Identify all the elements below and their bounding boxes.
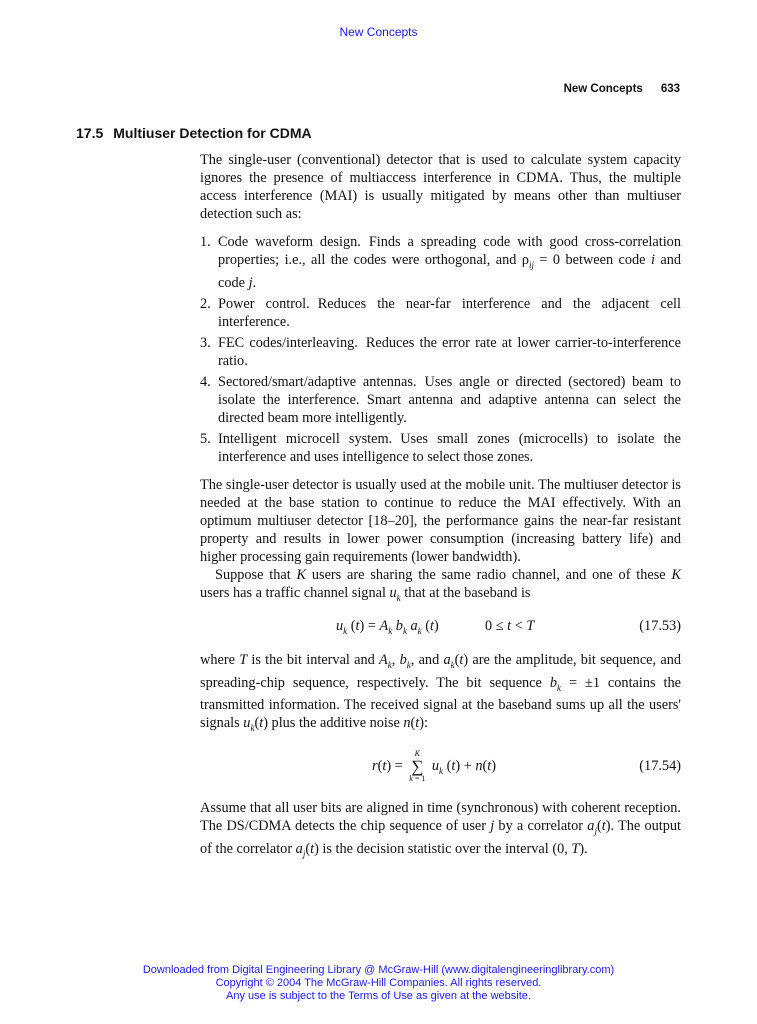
list-text: . [252, 274, 257, 291]
footer-copyright[interactable]: Copyright © 2004 The McGraw-Hill Companies. All rights reserved. [215, 977, 542, 989]
paragraph: where T is the bit interval and $A_k$, $b_k$, and $a_k(t)$ are the amplitude, bit sequence, and spreading-chip sequence, respectively. The bit sequence $b_k = \pm 1$ contains the transmitted information. The received signal at the baseband sums up all the users' signals $u_k(t)$ plus the additive noise n(t): [200, 651, 681, 734]
list-term: Power control. [218, 295, 310, 312]
section-number: 17.5 [76, 125, 104, 141]
section-heading [76, 125, 312, 141]
summation-sign: ∑ K k = 1 [409, 749, 426, 784]
equation-number: (17.53) [639, 617, 681, 634]
equation-number: (17.54) [639, 758, 681, 775]
list-text: and code [218, 252, 682, 291]
list-number: 1. [200, 234, 211, 250]
equation-expression: r(t) = ∑ K k = 1 $u_k$ (t) + n(t) [372, 749, 497, 784]
list-item [200, 430, 681, 466]
paragraph: Assume that all user bits are aligned in time (synchronous) with coherent reception. The DS/CDMA detects the chip sequence of user j by a correlator $a_j(t)$. The output of the correlator $a_j(t)$ is the decision statistic over the interval (0, T). [200, 800, 681, 860]
list-term: Intelligent microcell system. [218, 430, 393, 447]
section-title: Multiuser Detection for CDMA [113, 125, 312, 141]
list-text: Reduces the error rate at lower carrier-to-interference ratio. [218, 334, 681, 369]
mitigation-list [200, 233, 681, 466]
equation-17-53 [200, 617, 681, 639]
list-item [200, 334, 681, 370]
list-number: 4. [200, 373, 211, 390]
footer-notice [0, 964, 757, 1003]
list-text: Uses small zones (microcells) to isolate the interference and uses intelligence to select those zones. [218, 430, 681, 465]
running-title: New Concepts [563, 83, 643, 95]
paragraph: Suppose that K users are sharing the same radio channel, and one of these K users has a traffic channel signal $u_k$ that at the baseband is [200, 566, 681, 603]
list-term: FEC codes/interleaving. [218, 334, 358, 351]
equation-17-54 [200, 745, 681, 785]
list-item [200, 295, 681, 331]
top-link[interactable]: New Concepts [339, 25, 418, 39]
list-number: 2. [200, 295, 211, 312]
list-term: Code waveform design. [218, 234, 361, 250]
equation-expression: $u_k$ $(t) = A_k$ $b_k$ $a_k$ (t) [336, 617, 439, 636]
list-number: 5. [200, 430, 211, 447]
list-text: Finds a spreading code with good cross-correlation properties; i.e., all the codes were orthogonal, and ρ [218, 234, 681, 268]
footer-terms[interactable]: Any use is subject to the Terms of Use as given at the website. [226, 990, 531, 1002]
list-text: Uses angle or directed (sectored) beam to isolate the interference. Smart antenna and adaptive antenna can select the directed beam more intelligently. [218, 373, 681, 426]
footer-link[interactable]: Downloaded from Digital Engineering Library @ McGraw-Hill (www.digitalengineeringlibrary.com) [142, 964, 615, 976]
intro-paragraph: The single-user (conventional) detector that is used to calculate system capacity ignores the presence of multiaccess interference in CDMA. Thus, the multiple access interference (MAI) is usually mitigated by means other than multiuser detection such as: [200, 152, 681, 222]
list-number: 3. [200, 334, 211, 351]
list-term: Sectored/smart/adaptive antennas. [218, 373, 417, 390]
list-text: Reduces the near-far interference and the adjacent cell interference. [218, 295, 681, 330]
list-item [200, 373, 681, 427]
running-head [564, 83, 680, 95]
paragraph: The single-user detector is usually used at the mobile unit. The multiuser detector is needed at the base station to continue to reduce the MAI effectively. With an optimum multiuser detector [18–20], the performance gains the near-far resistant property and results in lower power consumption (increasing battery life) and higher processing gain requirements (lower bandwidth). [200, 476, 681, 565]
body-text [200, 151, 681, 863]
list-text: = 0 between code [533, 252, 651, 268]
page-number: 633 [660, 83, 680, 95]
list-item: 1. Code waveform design. Finds a spreading code with good cross-correlation properties; i.e., all the codes were orthogonal, and $\rho_{ij} = 0$ between code i and code j. [200, 234, 682, 291]
equation-condition: 0 ≤ t < T [485, 617, 535, 634]
